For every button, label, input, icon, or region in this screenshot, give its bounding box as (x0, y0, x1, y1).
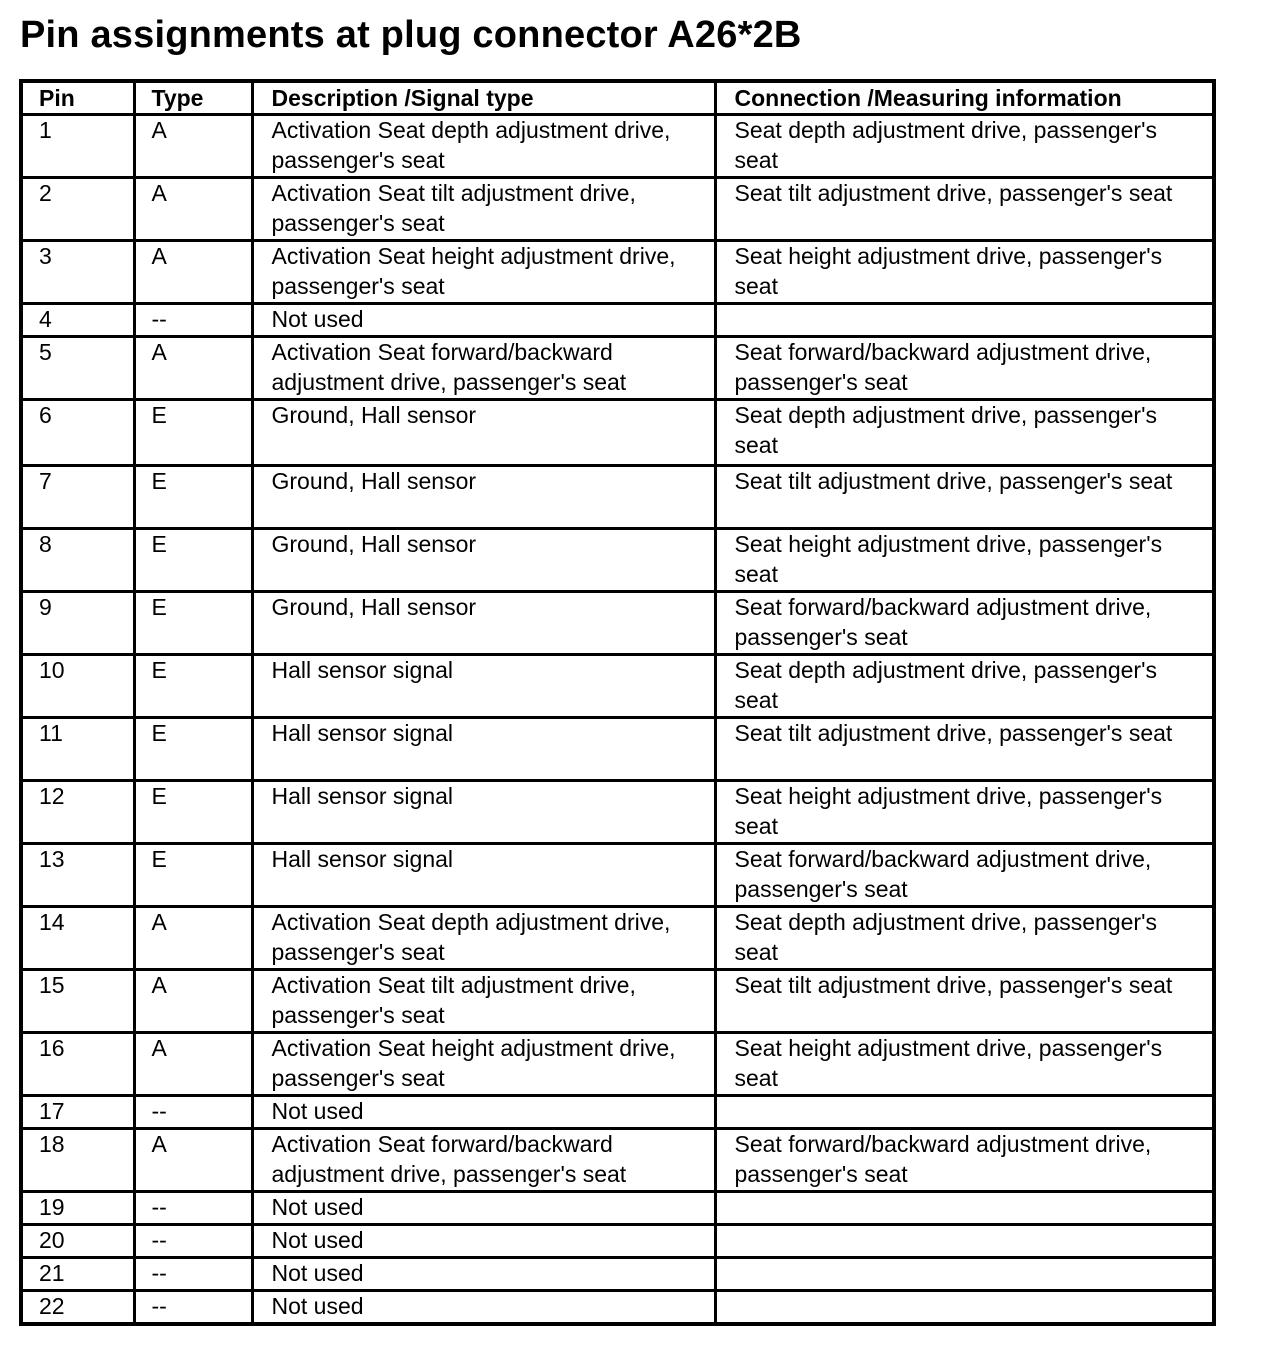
type-cell: E (134, 844, 252, 907)
pin-cell: 12 (21, 781, 134, 844)
type-cell: -- (134, 1225, 252, 1258)
table-row (21, 466, 1214, 529)
description-cell: Hall sensor signal (252, 655, 715, 718)
type-cell: E (134, 655, 252, 718)
description-cell: Activation Seat forward/backward adjustment drive, passenger's seat (252, 1129, 715, 1192)
type-cell: A (134, 115, 252, 178)
description-cell: Not used (252, 1096, 715, 1129)
pin-cell: 18 (21, 1129, 134, 1192)
connection-cell: Seat tilt adjustment drive, passenger's seat (715, 718, 1214, 781)
table-row (21, 1033, 1214, 1096)
table-row (21, 718, 1214, 781)
description-cell: Not used (252, 304, 715, 337)
type-cell: -- (134, 1096, 252, 1129)
connection-cell: Seat depth adjustment drive, passenger's seat (715, 655, 1214, 718)
connection-cell (715, 1225, 1214, 1258)
description-cell: Activation Seat forward/backward adjustment drive, passenger's seat (252, 337, 715, 400)
table-row (21, 400, 1214, 466)
connection-cell: Seat forward/backward adjustment drive, passenger's seat (715, 1129, 1214, 1192)
connection-cell: Seat forward/backward adjustment drive, passenger's seat (715, 337, 1214, 400)
table-row (21, 1192, 1214, 1225)
description-cell: Not used (252, 1192, 715, 1225)
description-cell: Not used (252, 1258, 715, 1291)
pin-cell: 10 (21, 655, 134, 718)
table-row (21, 529, 1214, 592)
pin-cell: 3 (21, 241, 134, 304)
connection-cell: Seat depth adjustment drive, passenger's seat (715, 907, 1214, 970)
connection-cell (715, 1192, 1214, 1225)
table-row (21, 115, 1214, 178)
column-header-type: Type (134, 81, 252, 115)
type-cell: A (134, 1129, 252, 1192)
type-cell: E (134, 466, 252, 529)
connection-cell: Seat forward/backward adjustment drive, passenger's seat (715, 844, 1214, 907)
table-row (21, 1096, 1214, 1129)
table-body (21, 115, 1214, 1325)
type-cell: E (134, 718, 252, 781)
column-header-pin: Pin (21, 81, 134, 115)
type-cell: -- (134, 1192, 252, 1225)
pin-cell: 22 (21, 1291, 134, 1325)
type-cell: E (134, 400, 252, 466)
type-cell: A (134, 970, 252, 1033)
pin-cell: 15 (21, 970, 134, 1033)
description-cell: Activation Seat height adjustment drive, passenger's seat (252, 241, 715, 304)
pin-cell: 21 (21, 1258, 134, 1291)
table-row (21, 337, 1214, 400)
description-cell: Not used (252, 1225, 715, 1258)
table-row (21, 592, 1214, 655)
type-cell: -- (134, 1258, 252, 1291)
table-row (21, 1225, 1214, 1258)
description-cell: Activation Seat depth adjustment drive, passenger's seat (252, 115, 715, 178)
type-cell: A (134, 1033, 252, 1096)
page-title: Pin assignments at plug connector A26*2B (20, 14, 802, 56)
description-cell: Activation Seat height adjustment drive, passenger's seat (252, 1033, 715, 1096)
type-cell: A (134, 337, 252, 400)
type-cell: -- (134, 1291, 252, 1325)
table-row (21, 1129, 1214, 1192)
pin-cell: 11 (21, 718, 134, 781)
pin-cell: 1 (21, 115, 134, 178)
connection-cell: Seat tilt adjustment drive, passenger's seat (715, 466, 1214, 529)
description-cell: Hall sensor signal (252, 844, 715, 907)
connection-cell: Seat height adjustment drive, passenger's seat (715, 529, 1214, 592)
connection-cell (715, 304, 1214, 337)
connection-cell: Seat forward/backward adjustment drive, passenger's seat (715, 592, 1214, 655)
pin-cell: 20 (21, 1225, 134, 1258)
description-cell: Activation Seat tilt adjustment drive, passenger's seat (252, 178, 715, 241)
table-row (21, 1291, 1214, 1325)
pin-cell: 5 (21, 337, 134, 400)
table-row (21, 178, 1214, 241)
connection-cell (715, 1291, 1214, 1325)
type-cell: E (134, 529, 252, 592)
column-header-description: Description /Signal type (252, 81, 715, 115)
pin-cell: 17 (21, 1096, 134, 1129)
pin-cell: 7 (21, 466, 134, 529)
connection-cell (715, 1258, 1214, 1291)
connection-cell: Seat height adjustment drive, passenger's seat (715, 1033, 1214, 1096)
connection-cell: Seat tilt adjustment drive, passenger's seat (715, 970, 1214, 1033)
type-cell: A (134, 178, 252, 241)
type-cell: A (134, 241, 252, 304)
connection-cell: Seat depth adjustment drive, passenger's seat (715, 400, 1214, 466)
table-row (21, 781, 1214, 844)
connection-cell: Seat height adjustment drive, passenger's seat (715, 241, 1214, 304)
table-row (21, 241, 1214, 304)
table-row (21, 970, 1214, 1033)
pin-assignment-table (19, 79, 1216, 1326)
table-row (21, 655, 1214, 718)
pin-cell: 2 (21, 178, 134, 241)
pin-cell: 6 (21, 400, 134, 466)
description-cell: Not used (252, 1291, 715, 1325)
table-row (21, 1258, 1214, 1291)
connection-cell: Seat depth adjustment drive, passenger's seat (715, 115, 1214, 178)
table-row (21, 907, 1214, 970)
type-cell: -- (134, 304, 252, 337)
type-cell: E (134, 592, 252, 655)
connection-cell: Seat tilt adjustment drive, passenger's seat (715, 178, 1214, 241)
pin-cell: 16 (21, 1033, 134, 1096)
type-cell: E (134, 781, 252, 844)
description-cell: Hall sensor signal (252, 718, 715, 781)
connection-cell (715, 1096, 1214, 1129)
description-cell: Activation Seat depth adjustment drive, passenger's seat (252, 907, 715, 970)
pin-cell: 9 (21, 592, 134, 655)
table-row (21, 844, 1214, 907)
pin-cell: 13 (21, 844, 134, 907)
pin-cell: 14 (21, 907, 134, 970)
type-cell: A (134, 907, 252, 970)
pin-cell: 4 (21, 304, 134, 337)
connection-cell: Seat height adjustment drive, passenger's seat (715, 781, 1214, 844)
description-cell: Activation Seat tilt adjustment drive, passenger's seat (252, 970, 715, 1033)
description-cell: Ground, Hall sensor (252, 466, 715, 529)
table-row (21, 304, 1214, 337)
pin-cell: 8 (21, 529, 134, 592)
description-cell: Ground, Hall sensor (252, 529, 715, 592)
description-cell: Ground, Hall sensor (252, 400, 715, 466)
column-header-connection: Connection /Measuring information (715, 81, 1214, 115)
description-cell: Hall sensor signal (252, 781, 715, 844)
description-cell: Ground, Hall sensor (252, 592, 715, 655)
pin-cell: 19 (21, 1192, 134, 1225)
table-header-row (21, 81, 1214, 115)
